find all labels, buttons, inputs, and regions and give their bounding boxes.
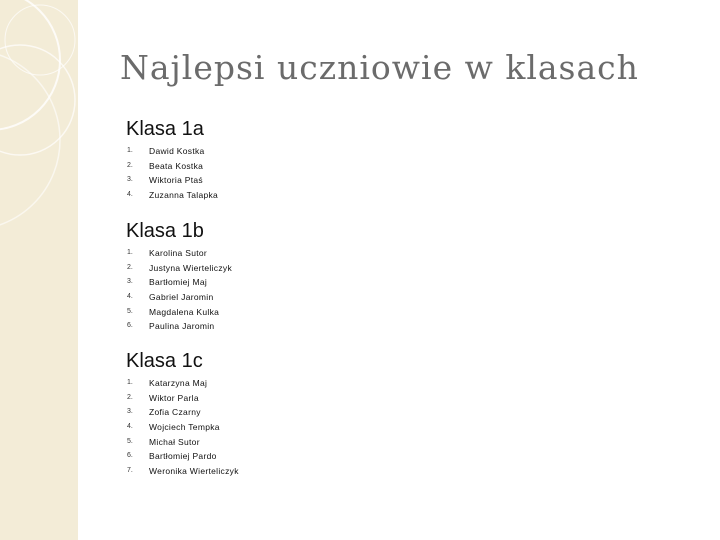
list-number: 5. [127, 307, 133, 315]
class-section-1c [126, 350, 239, 481]
student-list [126, 378, 239, 481]
class-heading: Klasa 1b [126, 220, 204, 242]
list-number: 4. [127, 191, 133, 199]
slide-title: Najlepsi uczniowie w klasach [120, 48, 639, 87]
student-name: Michał Sutor [149, 436, 200, 447]
list-number: 2. [127, 393, 133, 401]
list-number: 3. [127, 176, 133, 184]
list-item [126, 248, 208, 263]
class-heading: Klasa 1a [126, 118, 204, 140]
student-list [126, 248, 232, 336]
student-name: Beata Kostka [149, 160, 204, 171]
student-name: Wiktor Parla [149, 392, 199, 403]
student-name: Dawid Kostka [149, 146, 205, 156]
student-name: Gabriel Jaromin [149, 292, 214, 303]
student-name: Zofia Czarny [149, 407, 201, 418]
list-number: 1. [127, 249, 133, 256]
list-item [126, 321, 215, 336]
student-name: Zuzanna Talapka [149, 190, 219, 201]
class-heading: Klasa 1c [126, 350, 203, 372]
list-item [126, 175, 204, 190]
student-name: Weronika Wierteliczyk [149, 466, 239, 477]
list-item [126, 190, 219, 205]
list-item [126, 292, 214, 307]
list-number: 1. [127, 147, 133, 154]
student-name: Bartłomiej Maj [149, 277, 208, 288]
list-number: 1. [127, 379, 133, 386]
list-number: 6. [127, 322, 133, 330]
list-number: 2. [127, 263, 133, 271]
list-item [126, 451, 217, 466]
list-number: 4. [127, 293, 133, 301]
list-item [126, 161, 204, 176]
list-number: 3. [127, 278, 133, 286]
list-number: 5. [127, 437, 133, 445]
list-item [126, 437, 203, 452]
list-item [126, 306, 220, 322]
student-name: Justyna Wierteliczyk [149, 262, 232, 273]
list-number: 3. [127, 408, 133, 416]
student-name: Katarzyna Maj [149, 378, 208, 388]
list-number: 4. [127, 423, 133, 431]
list-number: 2. [127, 161, 133, 169]
class-section-1b [126, 220, 232, 336]
list-item [126, 393, 203, 408]
student-list [126, 146, 219, 205]
list-item [126, 407, 203, 422]
list-number: 6. [127, 452, 133, 460]
student-name: Wiktoria Ptaś [149, 175, 203, 186]
student-name: Magdalena Kulka [149, 306, 220, 317]
list-item [126, 277, 208, 292]
list-item [126, 146, 204, 161]
list-item [126, 422, 220, 437]
class-section-1a [126, 118, 219, 205]
student-name: Karolina Sutor [149, 248, 208, 258]
list-item [126, 466, 239, 481]
list-number: 7. [127, 467, 133, 475]
list-item [126, 262, 232, 278]
decorative-side-band [0, 0, 78, 540]
student-name: Bartłomiej Pardo [149, 451, 217, 462]
student-name: Wojciech Tempka [149, 422, 220, 433]
decorative-circles [0, 0, 78, 540]
list-item [126, 378, 208, 393]
student-name: Paulina Jaromin [149, 321, 215, 332]
